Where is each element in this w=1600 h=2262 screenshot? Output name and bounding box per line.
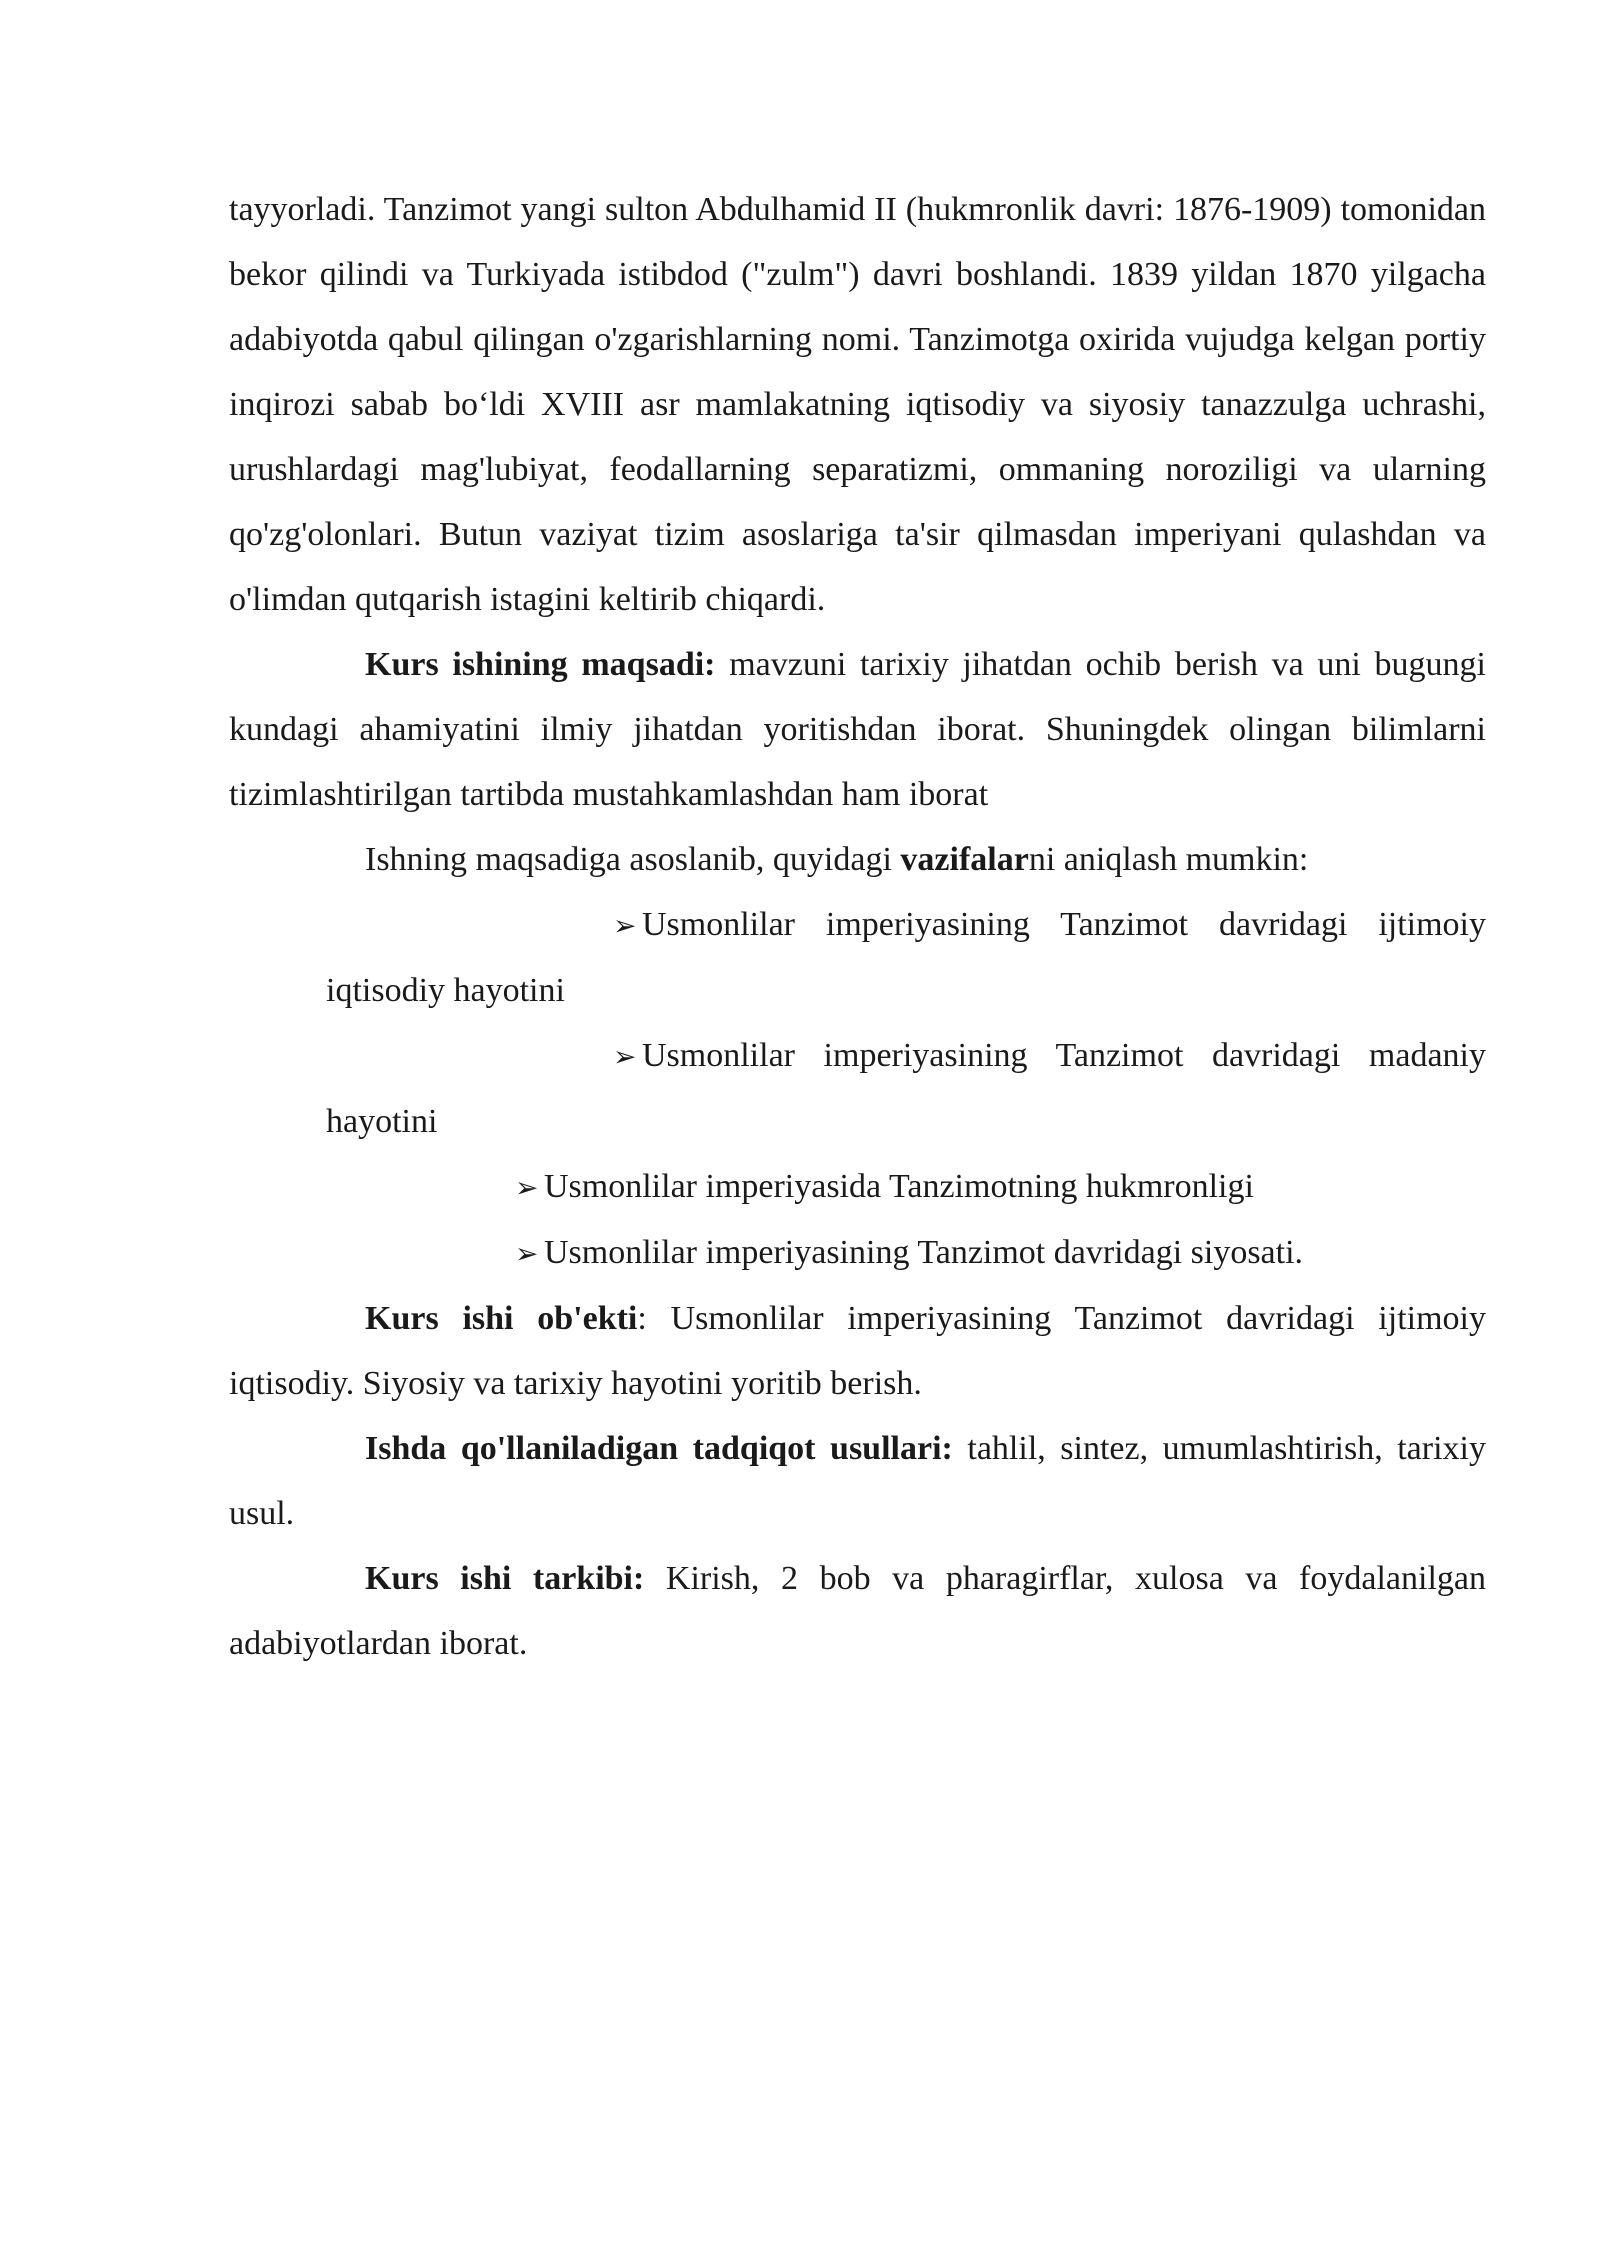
goal-label: Kurs ishining maqsadi:: [365, 646, 716, 683]
paragraph-methods: [229, 1416, 1486, 1546]
paragraph-tasks-intro: [229, 827, 1486, 892]
arrow-bullet-icon: ➢: [515, 1171, 539, 1204]
tasks-list: [229, 892, 1486, 1286]
list-item: [229, 1154, 1486, 1220]
paragraph-object: [229, 1286, 1486, 1416]
paragraph-tanzimot-history: tayyorladi. Tanzimot yangi sulton Abdulhamid II (hukmronlik davri: 1876-1909) tomonidan bekor qilindi va Turkiyada istibdod ("zulm") davri boshlandi. 1839 yildan 1870 yilgacha adabiyotda qabul qilingan o'zgarishlarning nomi. Tanzimotga oxirida vujudga kelgan portiy inqirozi sabab bo‘ldi XVIII asr mamlakatning iqtisodiy va siyosiy tanazzulga uchrashi, urushlardagi mag'lubiyat, feodallarning separatizmi, ommaning noroziligi va ularning qo'zg'olonlari. Butun vaziyat tizim asoslariga ta'sir qilmasdan imperiyani qulashdan va o'limdan qutqarish istagini keltirib chiqardi.: [229, 191, 1486, 618]
tasks-intro-after: ni aniqlash mumkin:: [1028, 841, 1309, 878]
paragraph-structure: [229, 1546, 1486, 1676]
arrow-bullet-icon: ➢: [613, 909, 637, 942]
object-label: Kurs ishi ob'ekti: [365, 1300, 638, 1337]
methods-text: tahlil, sintez, umumlashtirish, tarixiy usul.: [229, 1430, 1486, 1532]
task-text: Usmonlilar imperiyasining Tanzimot davridagi siyosati.: [544, 1234, 1304, 1271]
list-item: [229, 1220, 1486, 1286]
tasks-intro-before: Ishning maqsadiga asoslanib, quyidagi: [365, 841, 901, 878]
arrow-bullet-icon: ➢: [613, 1040, 637, 1073]
document-body: [229, 177, 1486, 1676]
task-text: Usmonlilar imperiyasida Tanzimotning hukmronligi: [544, 1168, 1254, 1205]
arrow-bullet-icon: ➢: [515, 1237, 539, 1270]
paragraph-goal: [229, 632, 1486, 827]
structure-text: Kirish, 2 bob va pharagirflar, xulosa va foydalanilgan adabiyotlardan iborat.: [229, 1560, 1486, 1662]
tasks-intro-bold: vazifalar: [900, 841, 1029, 878]
methods-label: Ishda qo'llaniladigan tadqiqot usullari:: [365, 1430, 953, 1467]
structure-label: Kurs ishi tarkibi:: [365, 1560, 645, 1597]
object-text: : Usmonlilar imperiyasining Tanzimot davridagi ijtimoiy iqtisodiy. Siyosiy va tarixiy hayotini yoritib berish.: [229, 1300, 1486, 1402]
list-item: [326, 1023, 1486, 1154]
list-item: [326, 892, 1486, 1023]
task-text: Usmonlilar imperiyasining Tanzimot davridagi ijtimoiy iqtisodiy hayotini: [326, 906, 1486, 1009]
goal-text: mavzuni tarixiy jihatdan ochib berish va uni bugungi kundagi ahamiyatini ilmiy jihatdan yoritishdan iborat. Shuningdek olingan bilimlarni tizimlashtirilgan tartibda mustahkamlashdan ham iborat: [229, 646, 1486, 813]
task-text: Usmonlilar imperiyasining Tanzimot davridagi madaniy hayotini: [326, 1037, 1486, 1140]
